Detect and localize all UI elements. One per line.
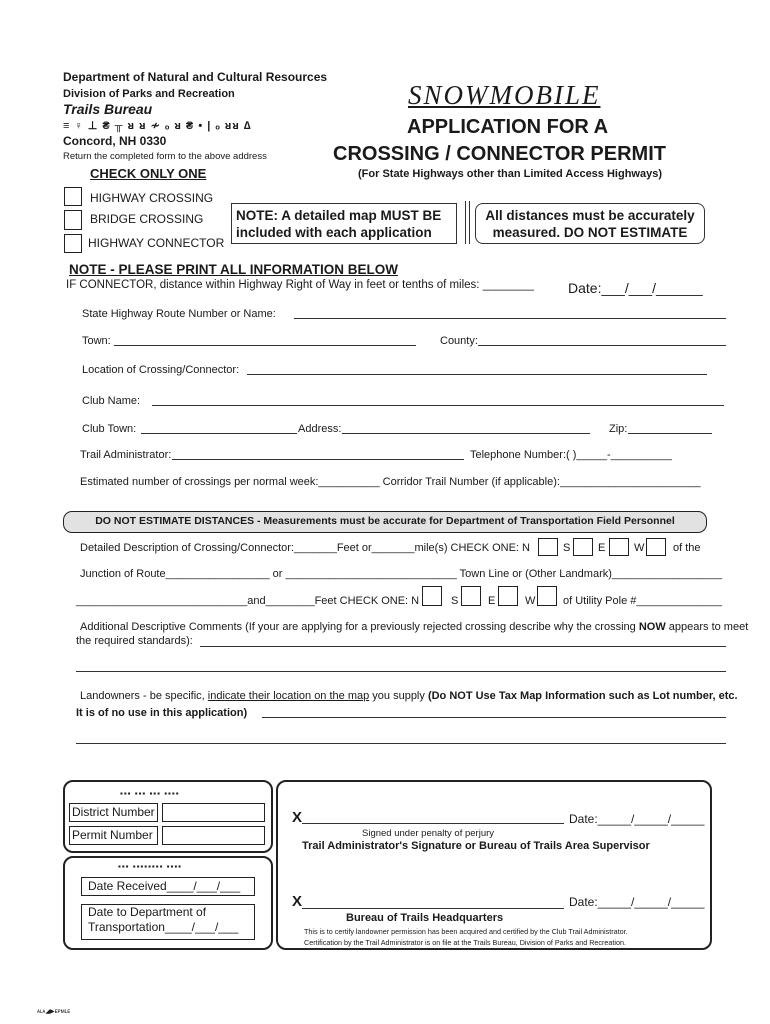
state-highway-field[interactable] xyxy=(294,318,726,319)
comments-field-2[interactable] xyxy=(76,671,726,672)
utility-east-checkbox[interactable] xyxy=(498,586,518,606)
permit-number-field[interactable] xyxy=(162,826,265,845)
utility-north-checkbox[interactable] xyxy=(422,586,442,606)
town-label: Town: xyxy=(82,335,111,347)
club-name-label: Club Name: xyxy=(82,395,141,407)
south-label: S xyxy=(563,542,571,554)
check-only-one-label: CHECK ONLY ONE xyxy=(90,166,207,181)
distances-note: All distances must be accurately measured. DO NOT ESTIMATE xyxy=(475,203,705,244)
street-address: ≡ ♀ ⊥ ₴ ╥ ᴚ ᴚ ≁ ₒ ᴚ ₴ • | ₒ ᴚᴚ ∆ xyxy=(63,120,252,132)
and-feet-line[interactable]: ____________________________and________Feet CHECK ONE: N xyxy=(76,595,420,607)
bureau-name: Trails Bureau xyxy=(63,101,153,117)
district-number-field[interactable] xyxy=(162,803,265,822)
landowners-label-2: It is of no use in this application) xyxy=(76,707,248,719)
junction-line[interactable]: Junction of Route_________________ or ____________________________ Town Line or (Other Landmark)__________________ xyxy=(80,568,723,580)
comments-label: Additional Descriptive Comments (If your are applying for a previously rejected crossing describe why the crossing NOW appears to meet xyxy=(80,621,749,633)
division-name: Division of Parks and Recreation xyxy=(63,88,235,100)
zip-field[interactable] xyxy=(628,433,712,434)
address-field[interactable] xyxy=(342,433,590,434)
landowners-label: Landowners - be specific, indicate their location on the map you supply (Do NOT Use Tax Map Information such as Lot number, etc. xyxy=(80,690,738,702)
club-name-field[interactable] xyxy=(152,405,724,406)
return-note: Return the completed form to the above address xyxy=(63,151,267,162)
east-checkbox[interactable] xyxy=(609,538,629,556)
bridge-crossing-label: BRIDGE CROSSING xyxy=(90,212,204,226)
town-field[interactable] xyxy=(114,345,416,346)
print-all-note: NOTE - PLEASE PRINT ALL INFORMATION BELOW xyxy=(69,262,398,277)
perjury-note: Signed under penalty of perjury xyxy=(362,828,495,839)
comments-label-2: the required standards): xyxy=(76,635,193,647)
state-highway-label: State Highway Route Number or Name: xyxy=(82,308,276,320)
west-label: W xyxy=(634,542,645,554)
utility-pole-line[interactable]: of Utility Pole #______________ xyxy=(563,595,723,607)
signature-title-2: Bureau of Trails Headquarters xyxy=(346,912,504,924)
utility-east-label: E xyxy=(488,595,496,607)
title-subtitle: (For State Highways other than Limited Access Highways) xyxy=(358,168,662,180)
trail-admin-signature-line[interactable] xyxy=(302,823,564,824)
connector-distance-label: IF CONNECTOR, distance within Highway Right of Way in feet or tenths of miles: ________ xyxy=(66,279,534,291)
signature-x-2: X xyxy=(292,893,303,910)
department-name: Department of Natural and Cultural Resources xyxy=(63,70,328,84)
of-the-label: of the xyxy=(673,542,701,554)
bridge-crossing-checkbox[interactable] xyxy=(64,210,82,230)
club-town-field[interactable] xyxy=(141,433,297,434)
zip-label: Zip: xyxy=(609,423,628,435)
location-label: Location of Crossing/Connector: xyxy=(82,364,240,376)
club-town-label: Club Town: xyxy=(82,423,137,435)
snowmobile-title: SNOWMOBILE xyxy=(408,80,601,110)
signature-box xyxy=(276,780,712,950)
utility-west-label: W xyxy=(525,595,536,607)
telephone-field[interactable]: Telephone Number:( )_____-__________ xyxy=(470,449,672,461)
location-field[interactable] xyxy=(247,374,707,375)
city-address: Concord, NH 0330 xyxy=(63,134,167,148)
comments-field-1[interactable] xyxy=(200,646,726,647)
utility-south-label: S xyxy=(451,595,459,607)
east-label: E xyxy=(598,542,606,554)
title-line1: APPLICATION FOR A xyxy=(407,116,609,138)
landowners-field-2[interactable] xyxy=(76,743,726,744)
signature-date-2[interactable]: Date:_____/_____/_____ xyxy=(569,895,705,909)
certification-line-1: This is to certify landowner permission has been acquired and certified by the Club Trail Administrator. xyxy=(304,927,628,936)
office-use-header-2: ▪▪▪ ▪▪▪▪▪▪▪▪ ▪▪▪▪ xyxy=(118,862,182,871)
south-checkbox[interactable] xyxy=(573,538,593,556)
date-to-dot-label-1: Date to Department of xyxy=(88,905,207,919)
signature-x-1: X xyxy=(292,809,303,826)
landowners-field-1[interactable] xyxy=(262,717,726,718)
date-to-dot-label-2: Transportation____/___/___ xyxy=(88,920,239,934)
date-received-field[interactable]: Date Received____/___/___ xyxy=(81,877,255,896)
date-to-dot-field[interactable] xyxy=(81,904,255,940)
headquarters-signature-line[interactable] xyxy=(302,908,564,909)
utility-south-checkbox[interactable] xyxy=(461,586,481,606)
address-label: Address: xyxy=(298,423,342,435)
utility-west-checkbox[interactable] xyxy=(537,586,557,606)
county-label: County: xyxy=(440,335,478,347)
office-use-header-1: ▪▪▪ ▪▪▪ ▪▪▪ ▪▪▪▪ xyxy=(120,789,180,798)
trail-admin-label: Trail Administrator: xyxy=(80,449,172,461)
date-field[interactable]: Date:___/___/______ xyxy=(568,280,703,296)
signature-date-1[interactable]: Date:_____/_____/_____ xyxy=(569,812,705,826)
district-number-label: District Number xyxy=(69,803,158,822)
title-line2: CROSSING / CONNECTOR PERMIT xyxy=(333,143,666,165)
highway-connector-label: HIGHWAY CONNECTOR xyxy=(88,236,225,250)
permit-number-label: Permit Number xyxy=(69,826,158,845)
form-code: ᴀʟᴀ◢▶ᴇᴘᴍʟᴇ xyxy=(37,1009,71,1015)
map-required-note: NOTE: A detailed map MUST BE included with each application xyxy=(231,203,457,244)
highway-crossing-checkbox[interactable] xyxy=(64,187,82,206)
certification-line-2: Certification by the Trail Administrator is on file at the Trails Bureau, Division of Parks and Recreation. xyxy=(304,938,626,947)
highway-connector-checkbox[interactable] xyxy=(64,234,82,253)
county-field[interactable] xyxy=(478,345,726,346)
do-not-estimate-banner: DO NOT ESTIMATE DISTANCES - Measurements must be accurate for Department of Transportation Field Personnel xyxy=(63,511,707,533)
estimated-crossings-line[interactable]: Estimated number of crossings per normal week:__________ Corridor Trail Number (if applicable):_______________________ xyxy=(80,476,701,488)
note-divider xyxy=(465,201,470,244)
trail-admin-field[interactable] xyxy=(172,459,464,460)
west-checkbox[interactable] xyxy=(646,538,666,556)
signature-title-1: Trail Administrator's Signature or Bureau of Trails Area Supervisor xyxy=(302,840,650,852)
north-checkbox[interactable] xyxy=(538,538,558,556)
highway-crossing-label: HIGHWAY CROSSING xyxy=(90,191,214,205)
crossing-description-line[interactable]: Detailed Description of Crossing/Connector:_______Feet or_______mile(s) CHECK ONE: N xyxy=(80,542,530,554)
